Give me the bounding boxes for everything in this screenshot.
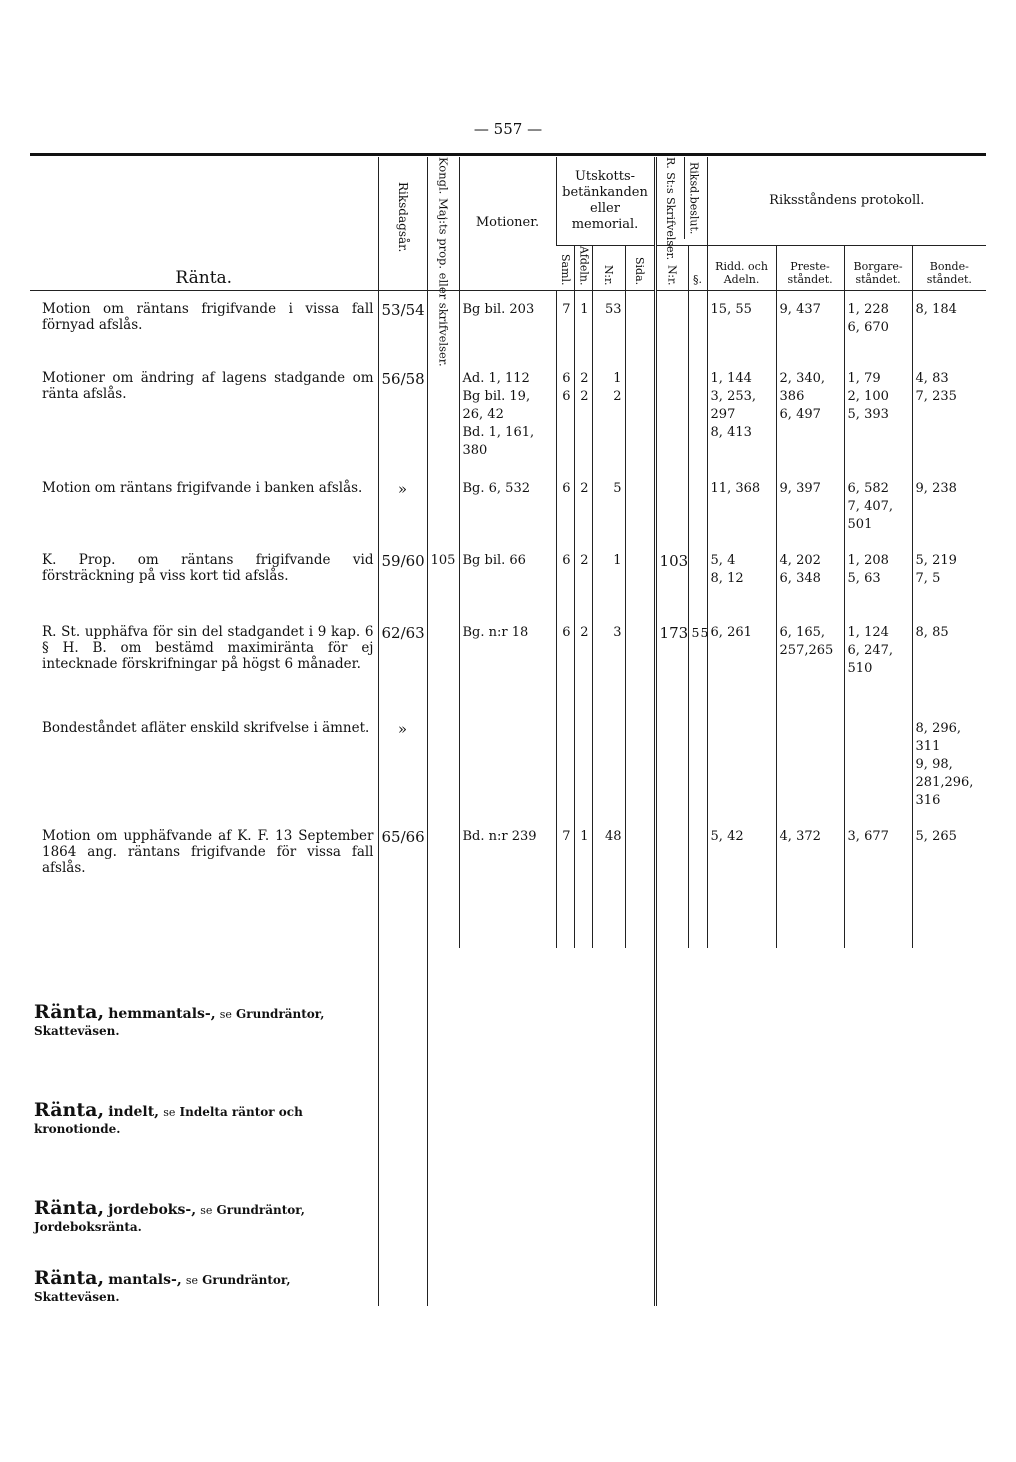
xref-empty-cell (574, 948, 592, 1040)
section-title: Ränta. (30, 157, 378, 290)
xref-empty-cell (574, 1138, 592, 1236)
xref-empty-cell (459, 948, 556, 1040)
xref-empty-cell (427, 948, 459, 1040)
xref-entry (30, 948, 378, 1040)
xref-empty-cell (592, 1040, 625, 1138)
xref-target: Grundräntor, Jordeboksränta. (34, 1203, 305, 1234)
xref-empty-cell (688, 1040, 707, 1138)
cell-mot: Ad. 1, 112 Bg bil. 19, 26, 42 Bd. 1, 161, 380 (459, 360, 556, 470)
cell-nr (592, 710, 625, 818)
cell-sida (625, 360, 655, 470)
cell-saml: 6 (556, 542, 574, 614)
cell-afd: 1 (574, 290, 592, 360)
cell-ridd: 15, 55 (707, 290, 776, 360)
xref-target: Indelta räntor och kronotionde. (34, 1105, 303, 1136)
xref-empty-cell (688, 1236, 707, 1306)
cell-saml: 6 (556, 470, 574, 542)
cell-rnr (655, 470, 688, 542)
xref-word: Ränta, (34, 1001, 105, 1023)
xref-empty-cell (427, 1040, 459, 1138)
cell-bond: 8, 184 (912, 290, 986, 360)
xref-qualifier: jordeboks-, (108, 1202, 197, 1218)
xref-empty-cell (912, 1138, 986, 1236)
cell-saml: 6 (556, 614, 574, 710)
xref-qualifier: mantals-, (108, 1272, 182, 1288)
cell-mot: Bg. 6, 532 (459, 470, 556, 542)
col-rsts: R. St:s Skrifvelser. Riksd.beslut. (655, 157, 707, 245)
entry-description: Motion om räntans frigifvande i vissa fall förnyad afslås. (42, 300, 374, 333)
xref-word: Ränta, (34, 1099, 105, 1121)
xref-se: se (200, 1204, 213, 1217)
xref-word: Ränta, (34, 1267, 105, 1289)
sub-saml: Saml. (556, 245, 574, 290)
sub-afdeln: Afdeln. (574, 245, 592, 290)
xref-empty-cell (707, 948, 776, 1040)
xref-empty-cell (574, 1236, 592, 1306)
cell-borg: 3, 677 (844, 818, 912, 948)
xref-empty-cell (459, 1040, 556, 1138)
xref-row (30, 1236, 986, 1306)
col-motioner: Motioner. (459, 157, 556, 290)
sub-rsts-nr: N:r. (655, 245, 688, 290)
xref-empty-cell (625, 1138, 655, 1236)
cell-rpar (688, 542, 707, 614)
table-row (30, 542, 986, 614)
xref-se: se (219, 1008, 232, 1021)
xref-empty-cell (427, 1236, 459, 1306)
xref-empty-cell (378, 948, 427, 1040)
table-row (30, 614, 986, 710)
xref-empty-cell (688, 1138, 707, 1236)
col-utskott: Utskotts-betänkanden eller memorial. (556, 157, 655, 245)
cell-year: » (378, 710, 427, 818)
cell-bond: 4, 83 7, 235 (912, 360, 986, 470)
xref-empty-cell (912, 948, 986, 1040)
xref-row (30, 1040, 986, 1138)
cell-prest: 4, 372 (776, 818, 844, 948)
cell-ridd (707, 710, 776, 818)
table-row (30, 290, 986, 360)
cell-mot: Bg bil. 66 (459, 542, 556, 614)
sub-prest: Preste-ståndet. (776, 245, 844, 290)
cell-afd: 2 2 (574, 360, 592, 470)
xref-entry (30, 1040, 378, 1138)
cell-prest: 2, 340, 386 6, 497 (776, 360, 844, 470)
entry-description: Motion om räntans frigifvande i banken afslås. (42, 480, 363, 496)
xref-empty-cell (556, 1236, 574, 1306)
cell-rpar (688, 470, 707, 542)
entry-description: Motioner om ändring af lagens stadgande om ränta afslås. (42, 370, 374, 402)
cell-prop (427, 710, 459, 818)
cell-afd (574, 710, 592, 818)
xref-empty-cell (844, 1138, 912, 1236)
cell-year: 65/66 (378, 818, 427, 948)
xref-qualifier: hemmantals-, (108, 1006, 216, 1022)
xref-empty-cell (844, 948, 912, 1040)
cell-borg: 1, 208 5, 63 (844, 542, 912, 614)
cell-ridd: 1, 144 3, 253, 297 8, 413 (707, 360, 776, 470)
cell-afd: 2 (574, 542, 592, 614)
xref-target: Grundräntor, Skatteväsen. (34, 1007, 325, 1038)
xref-empty-cell (707, 1236, 776, 1306)
cell-ridd: 6, 261 (707, 614, 776, 710)
xref-empty-cell (912, 1040, 986, 1138)
xref-empty-cell (776, 1040, 844, 1138)
xref-row (30, 1138, 986, 1236)
cell-sida (625, 710, 655, 818)
table-row (30, 710, 986, 818)
cell-prop: 105 (427, 542, 459, 614)
xref-empty-cell (655, 1236, 688, 1306)
cell-prest: 9, 437 (776, 290, 844, 360)
cell-nr: 1 (592, 542, 625, 614)
cell-ridd: 5, 4 8, 12 (707, 542, 776, 614)
page-number: — 557 — (473, 120, 543, 138)
cell-rpar (688, 290, 707, 360)
xref-empty-cell (427, 1138, 459, 1236)
cell-borg: 1, 228 6, 670 (844, 290, 912, 360)
xref-qualifier: indelt, (108, 1104, 160, 1120)
col-riksdagsar: Riksdagsår. (378, 157, 427, 290)
xref-se: se (163, 1106, 176, 1119)
cell-nr: 48 (592, 818, 625, 948)
cell-saml (556, 710, 574, 818)
cell-borg (844, 710, 912, 818)
entry-description: Bondeståndet afläter enskild skrifvelse i ämnet. (42, 720, 370, 736)
cell-ridd: 11, 368 (707, 470, 776, 542)
sub-borg: Borgare-ståndet. (844, 245, 912, 290)
cell-prest: 9, 397 (776, 470, 844, 542)
col-protokoll: Riksståndens protokoll. (707, 157, 986, 245)
xref-empty-cell (655, 1040, 688, 1138)
xref-empty-cell (688, 948, 707, 1040)
cell-mot: Bg. n:r 18 (459, 614, 556, 710)
cell-mot: Bg bil. 203 (459, 290, 556, 360)
xref-empty-cell (378, 1236, 427, 1306)
cell-prop (427, 818, 459, 948)
cell-mot (459, 710, 556, 818)
cell-prop (427, 614, 459, 710)
cell-rpar: 55 (688, 614, 707, 710)
xref-empty-cell (556, 948, 574, 1040)
sub-sida: Sida. (625, 245, 655, 290)
sub-rsts-par: §. (688, 245, 707, 290)
xref-se: se (185, 1274, 198, 1287)
cell-rnr (655, 710, 688, 818)
entry-description: Motion om upphäfvande af K. F. 13 September 1864 ang. räntans frigifvande för vissa fall afslås. (42, 828, 374, 876)
cell-rnr: 173 (655, 614, 688, 710)
col-kongl-prop: Kongl. Maj:ts prop. eller skrifvelser. (427, 157, 459, 290)
sub-bond: Bonde-ståndet. (912, 245, 986, 290)
entry-description: K. Prop. om räntans frigifvande vid försträckning på viss kort tid afslås. (42, 552, 374, 584)
cell-rpar (688, 818, 707, 948)
cell-year: 59/60 (378, 542, 427, 614)
cell-mot: Bd. n:r 239 (459, 818, 556, 948)
table-row (30, 818, 986, 948)
xref-empty-cell (776, 948, 844, 1040)
cell-sida (625, 470, 655, 542)
cell-bond: 5, 265 (912, 818, 986, 948)
xref-empty-cell (912, 1236, 986, 1306)
cell-sida (625, 290, 655, 360)
cell-borg: 1, 124 6, 247, 510 (844, 614, 912, 710)
xref-empty-cell (707, 1138, 776, 1236)
xref-empty-cell (459, 1236, 556, 1306)
cell-ridd: 5, 42 (707, 818, 776, 948)
cell-borg: 6, 582 7, 407, 501 (844, 470, 912, 542)
xref-empty-cell (592, 1236, 625, 1306)
xref-empty-cell (776, 1236, 844, 1306)
xref-empty-cell (592, 948, 625, 1040)
xref-empty-cell (378, 1040, 427, 1138)
register-table (30, 157, 986, 1306)
xref-entry (30, 1236, 378, 1306)
xref-empty-cell (459, 1138, 556, 1236)
sub-ridd: Ridd. och Adeln. (707, 245, 776, 290)
xref-row (30, 948, 986, 1040)
cell-rnr (655, 360, 688, 470)
cell-rnr (655, 818, 688, 948)
cell-year: » (378, 470, 427, 542)
xref-empty-cell (556, 1040, 574, 1138)
cell-bond: 5, 219 7, 5 (912, 542, 986, 614)
xref-empty-cell (776, 1138, 844, 1236)
cell-bond: 8, 296, 311 9, 98, 281,296, 316 (912, 710, 986, 818)
cell-prop (427, 360, 459, 470)
xref-empty-cell (625, 1236, 655, 1306)
xref-empty-cell (592, 1138, 625, 1236)
cell-year: 62/63 (378, 614, 427, 710)
cell-rpar (688, 360, 707, 470)
xref-word: Ränta, (34, 1197, 105, 1219)
xref-empty-cell (844, 1236, 912, 1306)
table-row (30, 470, 986, 542)
cell-rnr: 103 (655, 542, 688, 614)
top-rule (30, 153, 986, 156)
cell-sida (625, 818, 655, 948)
cell-afd: 2 (574, 470, 592, 542)
cell-saml: 6 6 (556, 360, 574, 470)
cell-year: 53/54 (378, 290, 427, 360)
cell-nr: 5 (592, 470, 625, 542)
xref-empty-cell (707, 1040, 776, 1138)
cell-prest: 4, 202 6, 348 (776, 542, 844, 614)
cell-rnr (655, 290, 688, 360)
table-row (30, 360, 986, 470)
cell-prest: 6, 165, 257,265 (776, 614, 844, 710)
xref-empty-cell (378, 1138, 427, 1236)
cell-nr: 53 (592, 290, 625, 360)
cell-sida (625, 614, 655, 710)
cell-borg: 1, 79 2, 100 5, 393 (844, 360, 912, 470)
xref-empty-cell (625, 1040, 655, 1138)
cell-prest (776, 710, 844, 818)
cell-nr: 1 2 (592, 360, 625, 470)
cell-saml: 7 (556, 290, 574, 360)
cell-prop (427, 470, 459, 542)
cell-saml: 7 (556, 818, 574, 948)
xref-empty-cell (556, 1138, 574, 1236)
cell-afd: 2 (574, 614, 592, 710)
cell-rpar (688, 710, 707, 818)
xref-empty-cell (844, 1040, 912, 1138)
xref-empty-cell (574, 1040, 592, 1138)
cell-year: 56/58 (378, 360, 427, 470)
sub-nr: N:r. (592, 245, 625, 290)
entry-description: R. St. upphäfva för sin del stadgandet i 9 kap. 6 § H. B. om bestämd maximiränta för ej intecknade förskrifningar på högst 6 månader. (42, 624, 374, 672)
cell-afd: 1 (574, 818, 592, 948)
cell-sida (625, 542, 655, 614)
cell-nr: 3 (592, 614, 625, 710)
xref-target: Grundräntor, Skatteväsen. (34, 1273, 291, 1304)
xref-empty-cell (625, 948, 655, 1040)
cell-bond: 8, 85 (912, 614, 986, 710)
xref-empty-cell (655, 948, 688, 1040)
xref-entry (30, 1138, 378, 1236)
xref-empty-cell (655, 1138, 688, 1236)
cell-bond: 9, 238 (912, 470, 986, 542)
